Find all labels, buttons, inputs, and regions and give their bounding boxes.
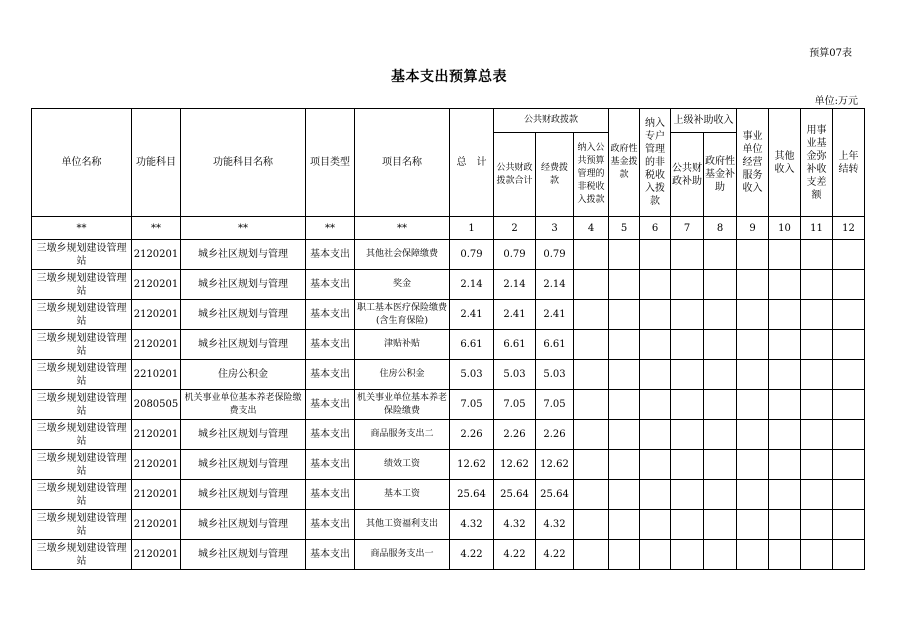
total-cell: 4.32 xyxy=(450,510,494,540)
header-carryover: 上年结转 xyxy=(833,109,865,217)
empty-cell xyxy=(671,330,704,360)
empty-cell xyxy=(704,270,737,300)
empty-cell xyxy=(609,480,640,510)
proj-name-cell: 机关事业单位基本养老保险缴费 xyxy=(355,390,450,420)
header-superior: 上级补助收入 xyxy=(671,109,737,133)
empty-cell xyxy=(574,360,609,390)
header-fund-deficit: 用事业基金弥补收支差额 xyxy=(801,109,833,217)
func-name-cell: 机关事业单位基本养老保险缴费支出 xyxy=(181,390,306,420)
budget-table xyxy=(31,108,865,570)
empty-cell xyxy=(640,480,671,510)
empty-cell xyxy=(801,240,833,270)
empty-cell xyxy=(737,390,769,420)
pf-funding-cell: 4.32 xyxy=(536,510,574,540)
table-row xyxy=(32,300,865,330)
empty-cell xyxy=(609,540,640,570)
empty-cell xyxy=(671,240,704,270)
pf-funding-cell: 4.22 xyxy=(536,540,574,570)
total-cell: 5.03 xyxy=(450,360,494,390)
header-gov-fund: 政府性基金拨款 xyxy=(609,109,640,217)
empty-cell xyxy=(833,360,865,390)
table-row xyxy=(32,240,865,270)
empty-cell xyxy=(769,360,801,390)
proj-type-cell: 基本支出 xyxy=(306,420,355,450)
empty-cell xyxy=(769,450,801,480)
index-cell: 6 xyxy=(640,217,671,240)
empty-cell xyxy=(640,420,671,450)
func-name-cell: 城乡社区规划与管理 xyxy=(181,480,306,510)
empty-cell xyxy=(833,420,865,450)
page-title: 基本支出预算总表 xyxy=(391,69,507,85)
empty-cell xyxy=(640,390,671,420)
table-row xyxy=(32,510,865,540)
empty-cell xyxy=(609,450,640,480)
func-name-cell: 城乡社区规划与管理 xyxy=(181,450,306,480)
empty-cell xyxy=(609,300,640,330)
empty-cell xyxy=(737,300,769,330)
proj-type-cell: 基本支出 xyxy=(306,270,355,300)
empty-cell xyxy=(574,510,609,540)
header-total: 总 计 xyxy=(450,109,494,217)
empty-cell xyxy=(640,240,671,270)
index-cell: ** xyxy=(355,217,450,240)
empty-cell xyxy=(801,300,833,330)
index-cell: 11 xyxy=(801,217,833,240)
empty-cell xyxy=(574,240,609,270)
index-cell: 10 xyxy=(769,217,801,240)
empty-cell xyxy=(671,420,704,450)
proj-name-cell: 住房公积金 xyxy=(355,360,450,390)
total-cell: 6.61 xyxy=(450,330,494,360)
proj-name-cell: 津贴补贴 xyxy=(355,330,450,360)
func-name-cell: 城乡社区规划与管理 xyxy=(181,300,306,330)
empty-cell xyxy=(769,300,801,330)
proj-name-cell: 商品服务支出一 xyxy=(355,540,450,570)
index-cell: ** xyxy=(32,217,132,240)
pf-funding-cell: 2.14 xyxy=(536,270,574,300)
empty-cell xyxy=(801,510,833,540)
header-pf-funding: 经费拨款 xyxy=(536,133,574,217)
index-cell: 4 xyxy=(574,217,609,240)
empty-cell xyxy=(833,300,865,330)
proj-name-cell: 基本工资 xyxy=(355,480,450,510)
empty-cell xyxy=(704,540,737,570)
empty-cell xyxy=(801,390,833,420)
unit-label: 单位:万元 xyxy=(814,96,858,107)
empty-cell xyxy=(671,390,704,420)
unit-name-cell: 三墩乡规划建设管理站 xyxy=(32,420,132,450)
empty-cell xyxy=(671,480,704,510)
empty-cell xyxy=(833,450,865,480)
func-code-cell: 2080505 xyxy=(132,390,181,420)
total-cell: 7.05 xyxy=(450,390,494,420)
func-code-cell: 2120201 xyxy=(132,420,181,450)
empty-cell xyxy=(801,480,833,510)
header-other: 其他收入 xyxy=(769,109,801,217)
func-name-cell: 城乡社区规划与管理 xyxy=(181,240,306,270)
proj-type-cell: 基本支出 xyxy=(306,510,355,540)
index-cell: 9 xyxy=(737,217,769,240)
empty-cell xyxy=(640,300,671,330)
empty-cell xyxy=(737,540,769,570)
empty-cell xyxy=(704,330,737,360)
unit-name-cell: 三墩乡规划建设管理站 xyxy=(32,450,132,480)
table-row xyxy=(32,360,865,390)
empty-cell xyxy=(704,480,737,510)
empty-cell xyxy=(833,480,865,510)
empty-cell xyxy=(704,360,737,390)
total-cell: 12.62 xyxy=(450,450,494,480)
header-pf-nontax: 纳入公共预算管理的非税收入拨款 xyxy=(574,133,609,217)
empty-cell xyxy=(704,300,737,330)
index-cell: 3 xyxy=(536,217,574,240)
func-name-cell: 城乡社区规划与管理 xyxy=(181,510,306,540)
header-business: 事业单位经营服务收入 xyxy=(737,109,769,217)
header-func-code: 功能科目 xyxy=(132,109,181,217)
empty-cell xyxy=(574,300,609,330)
func-code-cell: 2120201 xyxy=(132,540,181,570)
empty-cell xyxy=(671,300,704,330)
index-cell: 2 xyxy=(494,217,536,240)
header-sup-public: 公共财政补助 xyxy=(671,133,704,217)
func-code-cell: 2120201 xyxy=(132,300,181,330)
pf-funding-cell: 2.26 xyxy=(536,420,574,450)
header-special-nontax: 纳入专户管理的非税收入拨款 xyxy=(640,109,671,217)
empty-cell xyxy=(609,270,640,300)
empty-cell xyxy=(574,540,609,570)
empty-cell xyxy=(609,420,640,450)
empty-cell xyxy=(769,270,801,300)
empty-cell xyxy=(833,270,865,300)
empty-cell xyxy=(737,510,769,540)
empty-cell xyxy=(737,450,769,480)
func-name-cell: 城乡社区规划与管理 xyxy=(181,540,306,570)
empty-cell xyxy=(769,510,801,540)
pf-total-cell: 2.14 xyxy=(494,270,536,300)
pf-funding-cell: 5.03 xyxy=(536,360,574,390)
pf-total-cell: 0.79 xyxy=(494,240,536,270)
header-proj-name: 项目名称 xyxy=(355,109,450,217)
empty-cell xyxy=(671,360,704,390)
proj-type-cell: 基本支出 xyxy=(306,240,355,270)
table-row xyxy=(32,480,865,510)
pf-total-cell: 6.61 xyxy=(494,330,536,360)
empty-cell xyxy=(737,270,769,300)
pf-funding-cell: 12.62 xyxy=(536,450,574,480)
total-cell: 2.26 xyxy=(450,420,494,450)
table-row xyxy=(32,390,865,420)
unit-name-cell: 三墩乡规划建设管理站 xyxy=(32,510,132,540)
empty-cell xyxy=(801,330,833,360)
pf-funding-cell: 25.64 xyxy=(536,480,574,510)
total-cell: 25.64 xyxy=(450,480,494,510)
proj-type-cell: 基本支出 xyxy=(306,540,355,570)
header-sup-gov-fund: 政府性基金补助 xyxy=(704,133,737,217)
proj-name-cell: 绩效工资 xyxy=(355,450,450,480)
empty-cell xyxy=(737,330,769,360)
index-cell: ** xyxy=(306,217,355,240)
empty-cell xyxy=(769,390,801,420)
form-number: 预算07表 xyxy=(809,48,852,59)
empty-cell xyxy=(801,450,833,480)
proj-name-cell: 奖金 xyxy=(355,270,450,300)
pf-total-cell: 4.32 xyxy=(494,510,536,540)
pf-total-cell: 5.03 xyxy=(494,360,536,390)
index-cell: ** xyxy=(181,217,306,240)
empty-cell xyxy=(769,240,801,270)
empty-cell xyxy=(704,240,737,270)
pf-total-cell: 4.22 xyxy=(494,540,536,570)
empty-cell xyxy=(704,450,737,480)
empty-cell xyxy=(737,360,769,390)
empty-cell xyxy=(574,480,609,510)
func-name-cell: 城乡社区规划与管理 xyxy=(181,270,306,300)
empty-cell xyxy=(769,330,801,360)
proj-type-cell: 基本支出 xyxy=(306,300,355,330)
empty-cell xyxy=(737,420,769,450)
proj-type-cell: 基本支出 xyxy=(306,480,355,510)
pf-funding-cell: 7.05 xyxy=(536,390,574,420)
index-cell: 8 xyxy=(704,217,737,240)
unit-name-cell: 三墩乡规划建设管理站 xyxy=(32,330,132,360)
empty-cell xyxy=(801,420,833,450)
empty-cell xyxy=(609,360,640,390)
empty-cell xyxy=(640,360,671,390)
empty-cell xyxy=(609,240,640,270)
header-func-name: 功能科目名称 xyxy=(181,109,306,217)
func-code-cell: 2120201 xyxy=(132,330,181,360)
total-cell: 4.22 xyxy=(450,540,494,570)
header-public-finance: 公共财政拨款 xyxy=(494,109,609,133)
header-proj-type: 项目类型 xyxy=(306,109,355,217)
pf-total-cell: 2.41 xyxy=(494,300,536,330)
empty-cell xyxy=(609,330,640,360)
proj-type-cell: 基本支出 xyxy=(306,330,355,360)
pf-funding-cell: 0.79 xyxy=(536,240,574,270)
empty-cell xyxy=(769,540,801,570)
empty-cell xyxy=(609,390,640,420)
empty-cell xyxy=(671,270,704,300)
index-cell: 7 xyxy=(671,217,704,240)
empty-cell xyxy=(704,510,737,540)
pf-total-cell: 2.26 xyxy=(494,420,536,450)
index-cell: 12 xyxy=(833,217,865,240)
header-pf-total: 公共财政拨款合计 xyxy=(494,133,536,217)
index-cell: ** xyxy=(132,217,181,240)
empty-cell xyxy=(671,510,704,540)
empty-cell xyxy=(737,240,769,270)
empty-cell xyxy=(609,510,640,540)
func-code-cell: 2120201 xyxy=(132,510,181,540)
proj-name-cell: 商品服务支出二 xyxy=(355,420,450,450)
func-code-cell: 2120201 xyxy=(132,240,181,270)
table-row xyxy=(32,330,865,360)
table-row xyxy=(32,450,865,480)
func-code-cell: 2120201 xyxy=(132,450,181,480)
proj-name-cell: 其他工资福利支出 xyxy=(355,510,450,540)
func-code-cell: 2210201 xyxy=(132,360,181,390)
empty-cell xyxy=(704,420,737,450)
empty-cell xyxy=(640,510,671,540)
empty-cell xyxy=(833,330,865,360)
table-row xyxy=(32,420,865,450)
pf-total-cell: 12.62 xyxy=(494,450,536,480)
empty-cell xyxy=(833,540,865,570)
empty-cell xyxy=(574,420,609,450)
empty-cell xyxy=(574,390,609,420)
total-cell: 2.14 xyxy=(450,270,494,300)
index-row xyxy=(32,217,865,240)
empty-cell xyxy=(833,390,865,420)
empty-cell xyxy=(574,330,609,360)
total-cell: 2.41 xyxy=(450,300,494,330)
index-cell: 1 xyxy=(450,217,494,240)
pf-funding-cell: 2.41 xyxy=(536,300,574,330)
func-name-cell: 城乡社区规划与管理 xyxy=(181,330,306,360)
func-code-cell: 2120201 xyxy=(132,270,181,300)
empty-cell xyxy=(769,420,801,450)
unit-name-cell: 三墩乡规划建设管理站 xyxy=(32,270,132,300)
func-code-cell: 2120201 xyxy=(132,480,181,510)
unit-name-cell: 三墩乡规划建设管理站 xyxy=(32,480,132,510)
empty-cell xyxy=(671,450,704,480)
empty-cell xyxy=(769,480,801,510)
empty-cell xyxy=(574,450,609,480)
empty-cell xyxy=(640,330,671,360)
empty-cell xyxy=(833,240,865,270)
func-name-cell: 住房公积金 xyxy=(181,360,306,390)
pf-funding-cell: 6.61 xyxy=(536,330,574,360)
proj-type-cell: 基本支出 xyxy=(306,390,355,420)
total-cell: 0.79 xyxy=(450,240,494,270)
unit-name-cell: 三墩乡规划建设管理站 xyxy=(32,390,132,420)
empty-cell xyxy=(671,540,704,570)
unit-name-cell: 三墩乡规划建设管理站 xyxy=(32,240,132,270)
empty-cell xyxy=(640,270,671,300)
proj-name-cell: 职工基本医疗保险缴费(含生育保险) xyxy=(355,300,450,330)
unit-name-cell: 三墩乡规划建设管理站 xyxy=(32,360,132,390)
index-cell: 5 xyxy=(609,217,640,240)
proj-type-cell: 基本支出 xyxy=(306,450,355,480)
proj-type-cell: 基本支出 xyxy=(306,360,355,390)
proj-name-cell: 其他社会保障缴费 xyxy=(355,240,450,270)
unit-name-cell: 三墩乡规划建设管理站 xyxy=(32,300,132,330)
pf-total-cell: 7.05 xyxy=(494,390,536,420)
empty-cell xyxy=(640,540,671,570)
empty-cell xyxy=(801,270,833,300)
empty-cell xyxy=(640,450,671,480)
empty-cell xyxy=(801,540,833,570)
table-row xyxy=(32,540,865,570)
unit-name-cell: 三墩乡规划建设管理站 xyxy=(32,540,132,570)
empty-cell xyxy=(737,480,769,510)
table-row xyxy=(32,270,865,300)
pf-total-cell: 25.64 xyxy=(494,480,536,510)
empty-cell xyxy=(704,390,737,420)
empty-cell xyxy=(574,270,609,300)
func-name-cell: 城乡社区规划与管理 xyxy=(181,420,306,450)
header-unit-name: 单位名称 xyxy=(32,109,132,217)
empty-cell xyxy=(801,360,833,390)
empty-cell xyxy=(833,510,865,540)
